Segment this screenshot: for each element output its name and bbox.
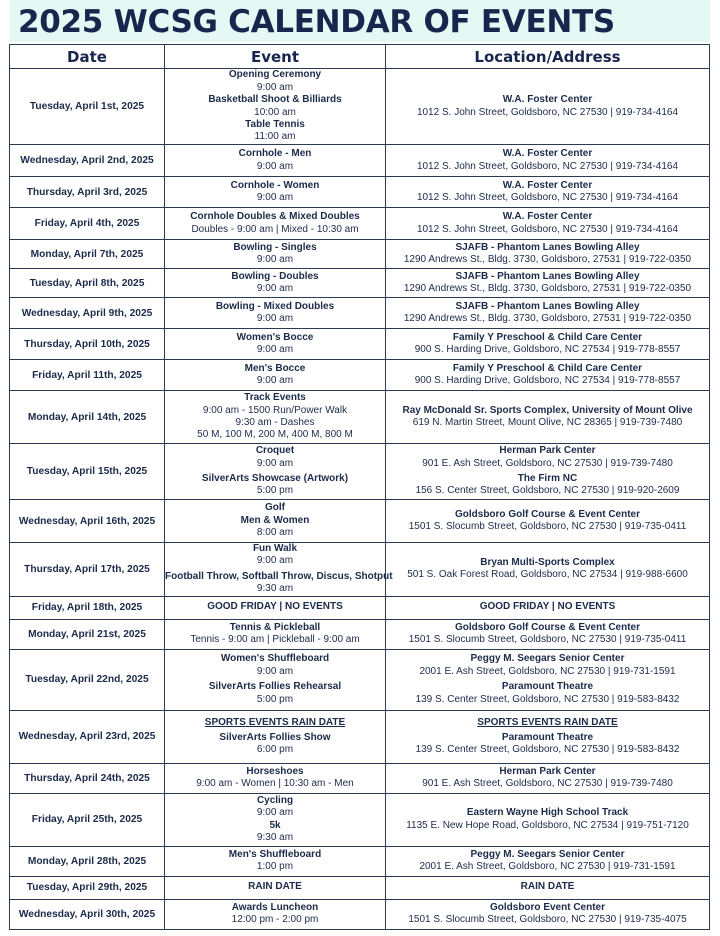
location-line: SJAFB - Phantom Lanes Bowling Alley [455, 270, 640, 282]
event-date-cell: Friday, April 4th, 2025 [10, 208, 165, 240]
event-line: 9:00 am - 1500 Run/Power Walk [202, 404, 348, 416]
location-line: 901 E. Ash Street, Goldsboro, NC 27530 | 919-739-7480 [422, 457, 673, 469]
location-line: 2001 E. Ash Street, Goldsboro, NC 27530 | 919-731-1591 [419, 861, 676, 873]
location-line: 1012 S. John Street, Goldsboro, NC 27530 | 919-734-4164 [416, 106, 679, 118]
location-cell [386, 177, 710, 208]
location-line: SJAFB - Phantom Lanes Bowling Alley [455, 241, 640, 253]
event-cell [165, 69, 386, 145]
event-line: SilverArts Follies Rehearsal [208, 681, 342, 693]
table-row [10, 329, 710, 360]
event-line: 9:00 am [256, 313, 294, 324]
event-line: 9:00 am [256, 283, 294, 294]
location-line: Peggy M. Seegars Senior Center [470, 653, 625, 665]
event-line: 9:00 am [256, 254, 294, 265]
event-line: 12:00 pm - 2:00 pm [231, 914, 319, 926]
event-date-cell: Monday, April 14th, 2025 [10, 391, 165, 444]
location-line: GOOD FRIDAY | NO EVENTS [479, 601, 616, 613]
event-cell [165, 846, 386, 876]
location-cell [386, 619, 710, 649]
event-line: Opening Ceremony [228, 69, 322, 81]
location-cell [386, 269, 710, 298]
location-line: 2001 E. Ash Street, Goldsboro, NC 27530 | 919-731-1591 [419, 665, 676, 677]
event-line: Tennis - 9:00 am | Pickleball - 9:00 am [190, 634, 360, 646]
event-line: Track Events [244, 392, 306, 404]
location-cell [386, 444, 710, 500]
table-row [10, 710, 710, 763]
location-line: 501 S. Oak Forest Road, Goldsboro, NC 27534 | 919-988-6600 [407, 569, 688, 581]
event-cell [165, 543, 393, 597]
event-line: Tennis & Pickleball [229, 621, 321, 633]
location-line: Goldsboro Golf Course & Event Center [454, 621, 641, 633]
location-line: 900 S. Harding Drive, Goldsboro, NC 27534 | 919-778-8557 [414, 344, 681, 355]
event-cell [165, 298, 386, 329]
location-line: W.A. Foster Center [502, 94, 593, 106]
event-line: SilverArts Showcase (Artwork) [201, 473, 349, 484]
event-date-cell: Tuesday, April 29th, 2025 [10, 876, 165, 899]
event-line: Men & Women [240, 514, 310, 526]
location-line: Goldsboro Golf Course & Event Center [454, 508, 641, 520]
location-cell [386, 596, 710, 619]
location-line: Family Y Preschool & Child Care Center [452, 362, 643, 374]
location-line: 139 S. Center Street, Goldsboro, NC 27530 | 919-583-8432 [415, 744, 680, 756]
event-cell [165, 763, 386, 793]
table-row [10, 619, 710, 649]
table-row [10, 240, 710, 269]
event-date-cell: Thursday, April 10th, 2025 [10, 329, 165, 360]
location-cell [386, 360, 710, 391]
event-date-cell: Friday, April 25th, 2025 [10, 793, 165, 846]
event-column-header: Event [165, 45, 386, 69]
event-cell [165, 649, 386, 710]
event-date-cell: Monday, April 7th, 2025 [10, 240, 165, 269]
event-line: 9:00 am [256, 555, 294, 567]
table-header-row [10, 45, 710, 69]
event-line: 8:00 am [256, 527, 294, 539]
table-row [10, 177, 710, 208]
location-line: 1290 Andrews St., Bldg. 3730, Goldsboro, 27531 | 919-722-0350 [403, 254, 692, 265]
location-line: Peggy M. Seegars Senior Center [470, 848, 625, 860]
table-row [10, 145, 710, 177]
event-date-cell: Monday, April 21st, 2025 [10, 619, 165, 649]
location-line: W.A. Foster Center [502, 148, 593, 160]
location-line: 619 N. Martin Street, Mount Olive, NC 28365 | 919-739-7480 [412, 417, 683, 428]
location-line: 900 S. Harding Drive, Goldsboro, NC 27534 | 919-778-8557 [414, 375, 681, 386]
event-line: Fun Walk [252, 543, 298, 554]
event-line: 9:30 am [256, 583, 294, 595]
event-date-cell: Tuesday, April 8th, 2025 [10, 269, 165, 298]
event-cell [165, 177, 386, 208]
event-line: 9:00 am [256, 344, 294, 355]
table-row [10, 444, 710, 500]
location-line: 901 E. Ash Street, Goldsboro, NC 27530 | 919-739-7480 [422, 778, 673, 790]
event-line: 6:00 pm [256, 744, 294, 756]
event-date-cell: Tuesday, April 1st, 2025 [10, 69, 165, 145]
event-line: SilverArts Follies Show [219, 731, 331, 743]
event-date-cell: Thursday, April 17th, 2025 [10, 543, 165, 597]
location-line: W.A. Foster Center [502, 179, 593, 191]
event-line: 9:00 am [256, 375, 294, 386]
event-date-cell: Friday, April 18th, 2025 [10, 596, 165, 619]
event-line: Cornhole - Men [238, 148, 312, 160]
event-line: Cornhole - Women [230, 179, 320, 191]
event-line: 9:30 am [256, 832, 294, 844]
location-cell [386, 500, 710, 543]
table-row [10, 391, 710, 444]
event-line: Women's Shuffleboard [220, 653, 330, 665]
event-cell [165, 240, 386, 269]
location-line: Family Y Preschool & Child Care Center [452, 331, 643, 343]
table-row [10, 763, 710, 793]
event-line: 1:00 pm [256, 861, 294, 873]
event-line: 11:00 am [254, 131, 296, 143]
location-line: Herman Park Center [499, 765, 596, 777]
table-row [10, 298, 710, 329]
location-line: Herman Park Center [499, 445, 596, 457]
event-date-cell: Thursday, April 3rd, 2025 [10, 177, 165, 208]
location-cell [386, 846, 710, 876]
table-row [10, 208, 710, 240]
event-line: 9:00 am [256, 457, 294, 469]
event-date-cell: Thursday, April 24th, 2025 [10, 763, 165, 793]
event-line: 9:00 am [256, 81, 294, 93]
location-cell [386, 710, 710, 763]
location-line: Paramount Theatre [501, 681, 594, 693]
location-line: 1501 S. Slocumb Street, Goldsboro, NC 27530 | 919-735-0411 [408, 634, 687, 646]
event-cell [165, 444, 386, 500]
event-date-cell: Friday, April 11th, 2025 [10, 360, 165, 391]
event-line: Golf [265, 502, 285, 514]
location-line: 1012 S. John Street, Goldsboro, NC 27530 | 919-734-4164 [416, 223, 679, 235]
events-table-body [10, 69, 710, 930]
location-line: 1501 S. Slocumb Street, Goldsboro, NC 27530 | 919-735-4075 [408, 914, 687, 926]
event-date-cell: Wednesday, April 2nd, 2025 [10, 145, 165, 177]
location-cell [386, 145, 710, 177]
event-cell [165, 876, 386, 899]
location-line: 1290 Andrews St., Bldg. 3730, Goldsboro, 27531 | 919-722-0350 [403, 313, 692, 324]
location-line: 139 S. Center Street, Goldsboro, NC 27530 | 919-583-8432 [415, 693, 680, 705]
location-cell [386, 763, 710, 793]
event-line: Football Throw, Softball Throw, Discus, Shotput [165, 570, 393, 582]
event-line: 9:00 am - Women | 10:30 am - Men [196, 778, 354, 790]
location-line: 1012 S. John Street, Goldsboro, NC 27530 | 919-734-4164 [416, 192, 679, 203]
event-line: Men's Shuffleboard [228, 848, 322, 860]
event-cell [165, 145, 386, 177]
event-line: 5k [269, 819, 281, 831]
location-cell [386, 298, 710, 329]
event-line: 50 M, 100 M, 200 M, 400 M, 800 M [197, 429, 353, 441]
table-row [10, 846, 710, 876]
event-line: Bowling - Mixed Doubles [215, 300, 335, 312]
location-line: 1012 S. John Street, Goldsboro, NC 27530 | 919-734-4164 [416, 160, 679, 172]
event-cell [165, 500, 386, 543]
location-line: Goldsboro Event Center [489, 901, 605, 913]
location-line: Bryan Multi-Sports Complex [480, 556, 615, 568]
table-row [10, 793, 710, 846]
location-line: 156 S. Center Street, Goldsboro, NC 27530 | 919-920-2609 [415, 485, 680, 497]
event-cell [165, 208, 386, 240]
event-line: 5:00 pm [256, 485, 294, 497]
event-cell [165, 596, 386, 619]
location-cell [386, 876, 710, 899]
location-cell [386, 69, 710, 145]
event-date-cell: Tuesday, April 22nd, 2025 [10, 649, 165, 710]
location-line: 1135 E. New Hope Road, Goldsboro, NC 27534 | 919-751-7120 [406, 819, 689, 831]
location-line: SJAFB - Phantom Lanes Bowling Alley [455, 300, 640, 312]
location-cell [386, 793, 710, 846]
event-line: 5:00 pm [256, 693, 294, 705]
location-line: Paramount Theatre [501, 731, 594, 743]
location-line: 1290 Andrews St., Bldg. 3730, Goldsboro, 27531 | 919-722-0350 [403, 283, 692, 294]
table-row [10, 69, 710, 145]
event-line: 9:00 am [256, 807, 294, 819]
table-row [10, 876, 710, 899]
event-line: 9:00 am [256, 160, 294, 172]
event-cell [165, 899, 386, 929]
event-line: GOOD FRIDAY | NO EVENTS [207, 601, 343, 613]
table-row [10, 649, 710, 710]
location-cell [386, 208, 710, 240]
location-cell [386, 899, 710, 929]
table-row [10, 899, 710, 929]
location-column-header: Location/Address [386, 45, 710, 69]
event-line: Women's Bocce [236, 331, 314, 343]
event-line: 9:00 am [256, 192, 294, 203]
table-row [10, 500, 710, 543]
event-date-cell: Monday, April 28th, 2025 [10, 846, 165, 876]
event-date-cell: Tuesday, April 15th, 2025 [10, 444, 165, 500]
event-date-cell: Wednesday, April 23rd, 2025 [10, 710, 165, 763]
event-cell [165, 710, 386, 763]
event-cell [165, 793, 386, 846]
location-line: Eastern Wayne High School Track [466, 807, 629, 819]
event-line: Horseshoes [246, 765, 304, 777]
location-cell [386, 649, 710, 710]
event-date-cell: Wednesday, April 16th, 2025 [10, 500, 165, 543]
event-line: 9:30 am - Dashes [235, 417, 315, 428]
event-line: RAIN DATE [248, 881, 302, 893]
location-line: SPORTS EVENTS RAIN DATE [477, 716, 618, 728]
event-line: Croquet [255, 445, 295, 457]
location-line: The Firm NC [517, 473, 578, 484]
location-cell [386, 329, 710, 360]
event-line: Cornhole Doubles & Mixed Doubles [190, 211, 360, 223]
location-line: Ray McDonald Sr. Sports Complex, University of Mount Olive [402, 404, 693, 416]
event-line: Bowling - Doubles [231, 270, 319, 282]
location-cell [386, 391, 710, 444]
location-cell [386, 543, 710, 597]
date-column-header: Date [10, 45, 165, 69]
event-line: 9:00 am [256, 665, 294, 677]
location-cell [386, 240, 710, 269]
events-table [9, 44, 710, 930]
event-cell [165, 360, 386, 391]
event-line: Basketball Shoot & Billiards [208, 94, 342, 106]
page-title: 2025 WCSG CALENDAR OF EVENTS [18, 4, 615, 40]
event-cell [165, 619, 386, 649]
event-line: Doubles - 9:00 am | Mixed - 10:30 am [191, 223, 359, 235]
event-date-cell: Wednesday, April 30th, 2025 [10, 899, 165, 929]
event-line: Table Tennis [245, 118, 305, 130]
event-line: Bowling - Singles [233, 241, 317, 253]
event-line: Cycling [256, 794, 294, 806]
table-row [10, 596, 710, 619]
event-line: Awards Luncheon [231, 901, 319, 913]
location-line: W.A. Foster Center [502, 211, 593, 223]
event-line: SPORTS EVENTS RAIN DATE [204, 716, 346, 728]
event-cell [165, 269, 386, 298]
event-date-cell: Wednesday, April 9th, 2025 [10, 298, 165, 329]
location-line: 1501 S. Slocumb Street, Goldsboro, NC 27530 | 919-735-0411 [408, 521, 687, 532]
table-row [10, 360, 710, 391]
table-row [10, 269, 710, 298]
event-line: 10:00 am [254, 106, 296, 118]
event-line: Men's Bocce [244, 362, 306, 374]
event-cell [165, 391, 386, 444]
table-row [10, 543, 710, 597]
event-cell [165, 329, 386, 360]
location-line: RAIN DATE [520, 881, 575, 893]
